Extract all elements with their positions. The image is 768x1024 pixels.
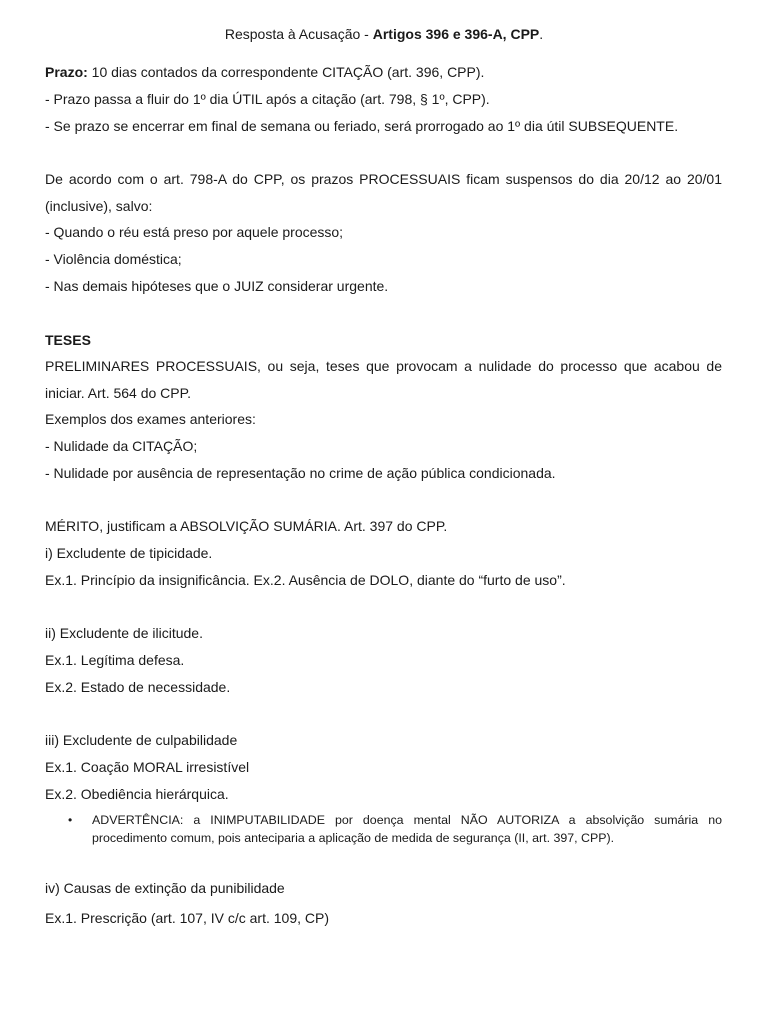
merito-iv-title: iv) Causas de extinção da punibilidade — [45, 880, 285, 896]
merito-iii-example2: Ex.2. Obediência hierárquica. — [45, 786, 229, 802]
teses-heading — [45, 331, 722, 349]
suspensao-item: - Violência doméstica; — [45, 251, 182, 267]
merito-i-example: Ex.1. Princípio da insignificância. Ex.2. Ausência de DOLO, diante do “furto de uso”. — [45, 572, 566, 588]
advertencia-line2: procedimento comum, pois anteciparia a aplicação de medida de segurança (II, art. 397, CPP). — [92, 831, 615, 845]
teses-line1: PRELIMINARES PROCESSUAIS, ou seja, teses que provocam a nulidade do processo que acabou de — [45, 358, 722, 374]
teses-heading-text: TESES — [45, 332, 91, 348]
suspensao-line1: De acordo com o art. 798-A do CPP, os prazos PROCESSUAIS ficam suspensos do dia 20/12 ao 20/01 — [45, 171, 722, 187]
suspensao-item: - Nas demais hipóteses que o JUIZ considerar urgente. — [45, 278, 389, 294]
merito-iv-example1: Ex.1. Prescrição (art. 107, IV c/c art. 109, CP) — [45, 910, 329, 926]
merito-ii-example2: Ex.2. Estado de necessidade. — [45, 679, 231, 695]
teses-item: - Nulidade da CITAÇÃO; — [45, 438, 198, 454]
merito-intro: MÉRITO, justificam a ABSOLVIÇÃO SUMÁRIA. Art. 397 do CPP. — [45, 518, 448, 534]
prazo-text: 10 dias contados da correspondente CITAÇÃO (art. 396, CPP). — [87, 64, 485, 80]
merito-ii-title: ii) Excludente de ilicitude. — [45, 625, 203, 641]
title-prefix: Resposta à Acusação - — [224, 26, 373, 42]
page-title — [0, 25, 768, 43]
teses-line2: iniciar. Art. 564 do CPP. — [45, 385, 192, 401]
teses-exemplos: Exemplos dos exames anteriores: — [45, 411, 256, 427]
suspensao-item: - Quando o réu está preso por aquele processo; — [45, 224, 344, 240]
bullet-icon: • — [68, 813, 73, 827]
advertencia-line1: ADVERTÊNCIA: a INIMPUTABILIDADE por doença mental NÃO AUTORIZA a absolvição sumária no — [92, 813, 722, 827]
title-suffix: . — [539, 26, 544, 42]
merito-iii-title: iii) Excludente de culpabilidade — [45, 732, 238, 748]
prazo-item: - Prazo passa a fluir do 1º dia ÚTIL após a citação (art. 798, § 1º, CPP). — [45, 91, 490, 107]
merito-ii-example1: Ex.1. Legítima defesa. — [45, 652, 185, 668]
merito-iii-example1: Ex.1. Coação MORAL irresistível — [45, 759, 250, 775]
merito-i-title: i) Excludente de tipicidade. — [45, 545, 213, 561]
title-bold: Artigos 396 e 396-A, CPP — [372, 26, 540, 42]
teses-item: - Nulidade por ausência de representação no crime de ação pública condicionada. — [45, 465, 556, 481]
prazo-item: - Se prazo se encerrar em final de semana ou feriado, será prorrogado ao 1º dia útil SUBSEQUENTE. — [45, 118, 679, 134]
prazo-line — [45, 63, 722, 81]
prazo-label: Prazo: — [45, 64, 88, 80]
suspensao-line2: (inclusive), salvo: — [45, 198, 153, 214]
